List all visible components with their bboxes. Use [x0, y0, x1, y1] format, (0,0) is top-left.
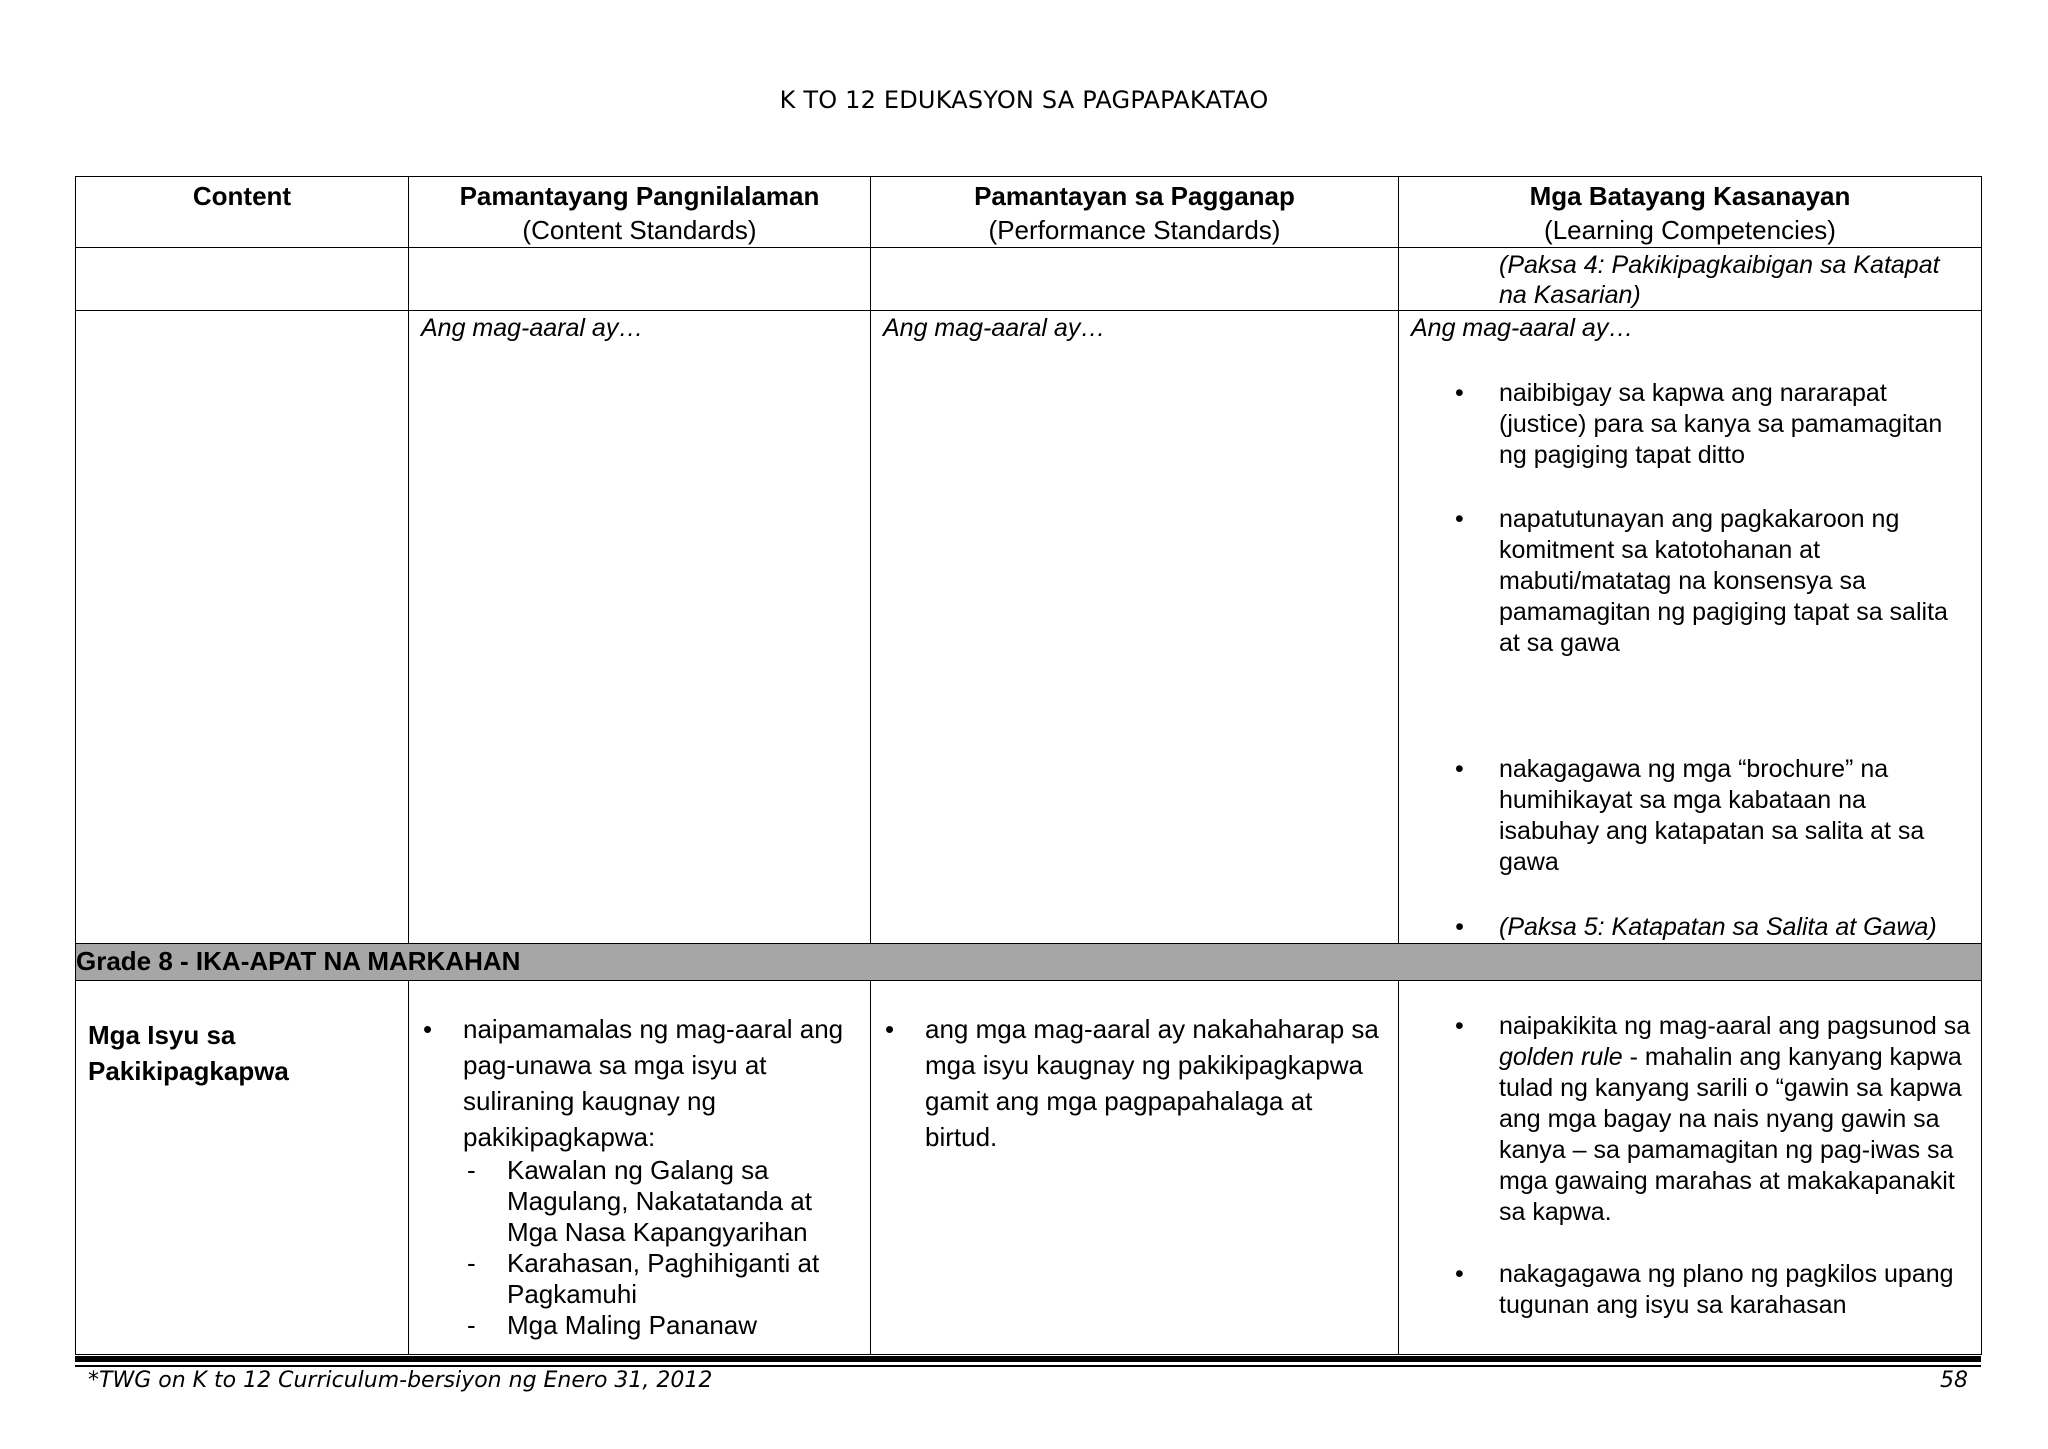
continued-topic: (Paksa 4: Pakikipagkaibigan sa Katapat na Kasarian): [1499, 251, 1940, 309]
table-cell: [871, 248, 1399, 311]
list-item: • (Paksa 5: Katapatan sa Salita at Gawa): [1499, 912, 1971, 943]
list-item: - Mga Maling Pananaw: [507, 1310, 860, 1341]
list-item: - Karahasan, Paghihiganti at Pagkamuhi: [507, 1248, 860, 1310]
table-cell: [409, 248, 871, 311]
footer-rule: [75, 1356, 1981, 1362]
list-item: • naipakikita ng mag-aaral ang pagsunod sa golden rule - mahalin ang kanyang kapwa tulad ng kanyang sarili o “gawin sa kapwa ang mga bagay na nais nyang gawin sa kanya – sa pamamagitan ng pag-iwas sa mga gawaing marahas at makakapanakit sa kapwa.: [1499, 1011, 1971, 1228]
content-standards-lead: Ang mag-aaral ay…: [421, 314, 644, 342]
issue-list: [463, 1155, 860, 1341]
table-row: [76, 311, 1982, 944]
section-label: Grade 8 - IKA-APAT NA MARKAHAN: [76, 944, 1982, 981]
golden-rule-term: golden rule: [1499, 1043, 1623, 1071]
section-header-row: [76, 944, 1982, 981]
table-cell: [871, 311, 1399, 944]
table-cell: [1399, 311, 1982, 944]
q4-competency-list: [1499, 1011, 1971, 1321]
list-item: • ang mga mag-aaral ay nakahaharap sa mga isyu kaugnay ng pakikipagkapwa gamit ang mga pagpapahalaga at birtud.: [925, 1011, 1388, 1155]
footer-note: *TWG on K to 12 Curriculum-bersiyon ng Enero 31, 2012: [88, 1368, 713, 1393]
content-standard-text: naipamamalas ng mag-aaral ang pag-unawa sa mga isyu at suliraning kaugnay ng pakikipagkapwa:: [463, 1014, 844, 1152]
footer-rule: [75, 1365, 1981, 1367]
table-cell: [1399, 981, 1982, 1355]
curriculum-table: [75, 176, 1982, 1355]
content-standard-list: [463, 1011, 860, 1341]
table-header-row: [76, 177, 1982, 248]
document-title: K TO 12 EDUKASYON SA PAGPAPAKATAO: [779, 86, 1269, 114]
competency-list: [1399, 378, 1981, 943]
table-cell: [76, 981, 409, 1355]
table-cell: [409, 311, 871, 944]
table-cell: [1399, 248, 1982, 311]
column-header-content: Content: [76, 177, 409, 248]
competencies-lead: Ang mag-aaral ay…: [1411, 314, 1634, 342]
table-row: [76, 981, 1982, 1355]
list-item: [463, 1011, 860, 1341]
table-cell: [871, 981, 1399, 1355]
performance-standard-list: [925, 1011, 1388, 1155]
list-item: • nakagagawa ng mga “brochure” na humihikayat sa mga kabataan na isabuhay ang katapatan sa salita at sa gawa: [1499, 754, 1971, 878]
page-number: 58: [1940, 1368, 1968, 1393]
column-header-learning-competencies: Mga Batayang Kasanayan (Learning Competencies): [1399, 177, 1982, 248]
table-cell: [409, 981, 871, 1355]
content-topic: Mga Isyu sa Pakikipagkapwa: [88, 1020, 289, 1086]
list-item: • napatutunayan ang pagkakaroon ng komitment sa katotohanan at mabuti/matatag na konsensya sa pamamagitan ng pagiging tapat sa salita at sa gawa: [1499, 504, 1971, 659]
performance-lead: Ang mag-aaral ay…: [883, 314, 1106, 342]
list-item: - Kawalan ng Galang sa Magulang, Nakatatanda at Mga Nasa Kapangyarihan: [507, 1155, 860, 1248]
table-row: [76, 248, 1982, 311]
list-item: • naibibigay sa kapwa ang nararapat (justice) para sa kanya sa pamamagitan ng pagiging tapat ditto: [1499, 378, 1971, 471]
column-header-content-standards: Pamantayang Pangnilalaman (Content Standards): [409, 177, 871, 248]
table-cell: [76, 311, 409, 944]
list-item: • nakagagawa ng plano ng pagkilos upang tugunan ang isyu sa karahasan: [1499, 1259, 1971, 1321]
column-header-performance-standards: Pamantayan sa Pagganap (Performance Standards): [871, 177, 1399, 248]
table-cell: [76, 248, 409, 311]
